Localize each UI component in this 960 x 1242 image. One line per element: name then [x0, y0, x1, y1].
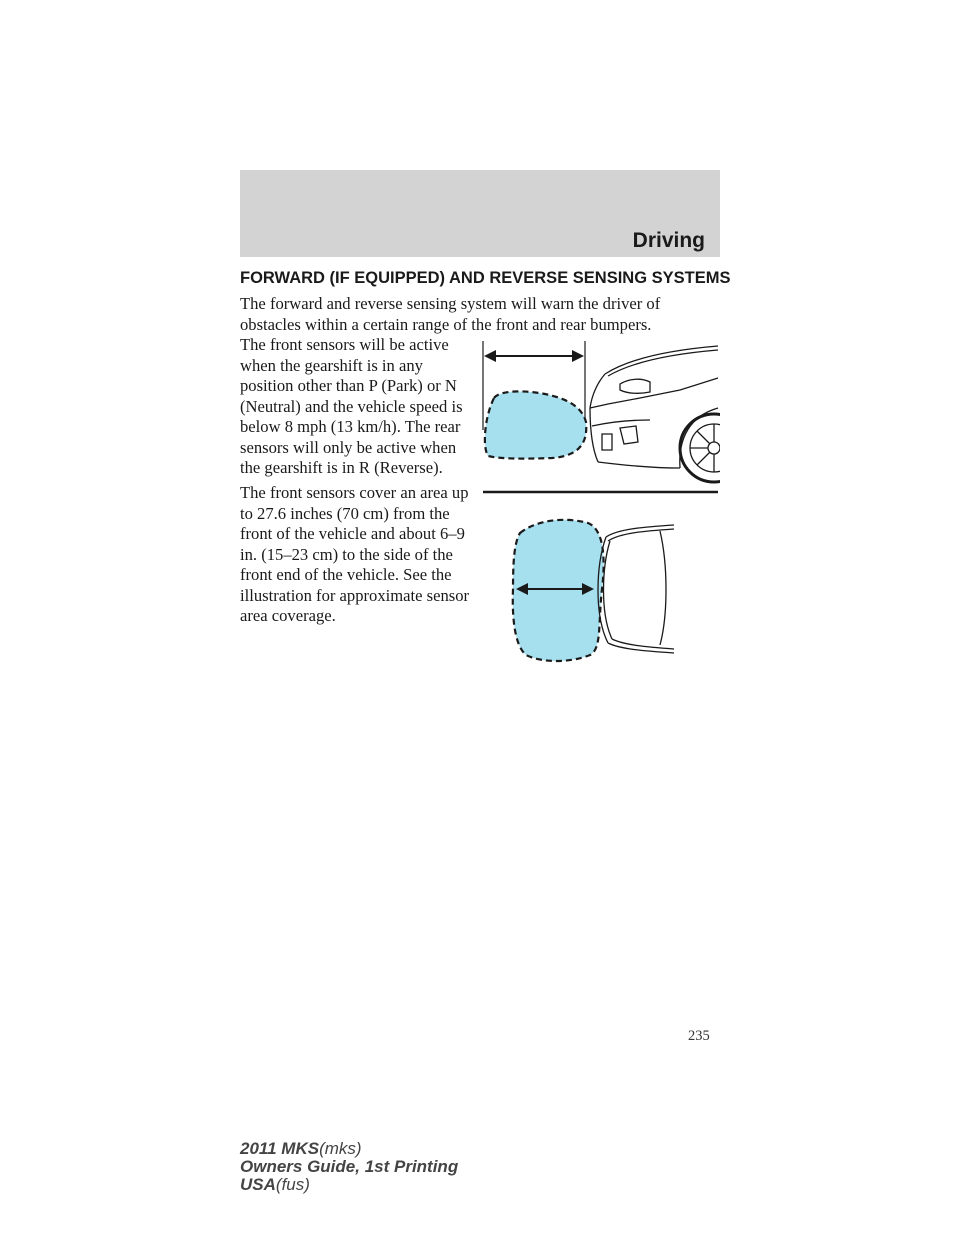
footer-line-2: Owners Guide, 1st Printing [240, 1157, 459, 1176]
footer-line-1 [240, 1140, 458, 1158]
page-heading: FORWARD (IF EQUIPPED) AND REVERSE SENSING SYSTEMS [240, 269, 731, 287]
section-header [240, 170, 720, 257]
front-sensor-coverage-illustration [480, 338, 720, 498]
footer [240, 1140, 458, 1194]
sensor-coverage-paragraph: The front sensors cover an area up to 27.6 inches (70 cm) from the front of the vehicle and about 6–9 in. (15–23 cm) to the side of the front end of the vehicle. See the illustration for approximate sensor area coverage. [240, 483, 470, 625]
page-number: 235 [688, 1028, 710, 1044]
front-coverage-area [485, 391, 586, 458]
range-arrow-right-head [572, 350, 584, 362]
footer-model: 2011 MKS [240, 1139, 320, 1158]
car-top-view [598, 525, 674, 653]
intro-paragraph: The forward and reverse sensing system will warn the driver of obstacles within a certain range of the front and rear bumpers. [240, 294, 661, 334]
footer-line-3 [240, 1176, 458, 1194]
footer-model-code: (mks) [319, 1139, 362, 1158]
section-title: Driving [632, 229, 705, 252]
footer-market: USA [240, 1175, 276, 1194]
front-sensors-active-paragraph: The front sensors will be active when the gearshift is in any position other than P (Park) or N (Neutral) and the vehicle speed is below 8 mph (13 km/h). The rear sensors will only be active when the gearshift is in R (Reverse). [240, 335, 463, 477]
footer-market-code: (fus) [275, 1175, 310, 1194]
range-arrow-left-head [484, 350, 496, 362]
side-sensor-coverage-illustration [508, 515, 676, 663]
car-front-view [590, 346, 720, 482]
